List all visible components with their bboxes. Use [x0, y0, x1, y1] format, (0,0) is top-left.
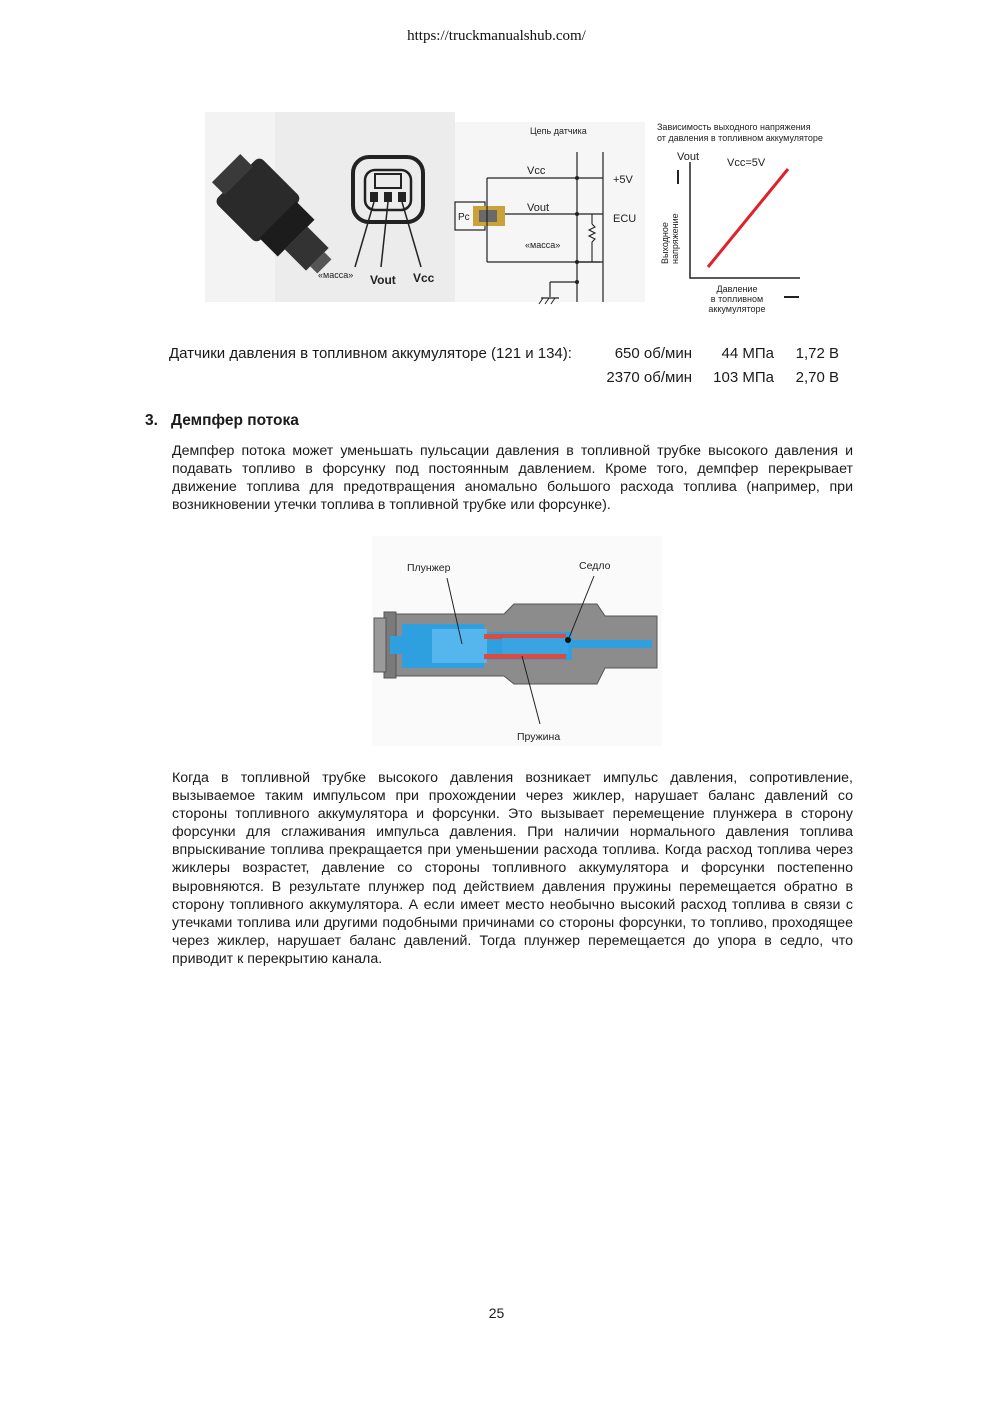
page-number: 25: [488, 1305, 505, 1321]
graph-title-line1: Зависимость выходного напряжения: [657, 122, 811, 132]
page-header-url: https://truckmanualshub.com/: [407, 28, 586, 44]
graph-title-line2: от давления в топливном аккумуляторе: [657, 133, 823, 143]
graph-ylabel-line1: Выходное: [660, 222, 670, 264]
graph-xlabel-line1: Давление: [716, 284, 758, 294]
voltage-pressure-graph: [657, 122, 823, 314]
spec-rpm: 650 об/мин: [614, 345, 692, 362]
flow-damper-figure: [372, 536, 662, 746]
graph-vcc-label: Vcc=5V: [727, 157, 766, 169]
section-heading: [145, 412, 299, 430]
graph-xlabel-line2: в топливном: [710, 294, 764, 304]
connector-vout-label: Vout: [370, 273, 396, 287]
spec-pressure: 103 МПа: [713, 369, 774, 386]
sensor-figure: [205, 112, 845, 322]
graph-ylabel-line2: напряжение: [670, 213, 680, 264]
section-title: Демпфер потока: [171, 412, 299, 429]
spec-rpm: 2370 об/мин: [606, 369, 692, 386]
plunger-label: Плунжер: [407, 562, 451, 574]
spec-label: Датчики давления в топливном аккумуляторе (121 и 134):: [169, 345, 572, 362]
spring-label: Пружина: [517, 731, 561, 743]
section-paragraph-operation: Когда в топливной трубке высокого давления возникает импульс давления, сопротивление, вызываемое таким импульсом при прохождении через жиклер, нарушает баланс давлений со стороны топливного аккумулятора и форсунки. Это вызывает перемещение плунжера в сторону форсунки для сглаживания импульса давления. При наличии нормального давления топлива впрыскивание топлива прекращается при уменьшении расхода топлива. Когда расход топлива через жиклеры возрастет, давление со стороны топливного аккумулятора и форсунки постепенно выровняются. В результате плунжер под действием давления пружины перемещается обратно в сторону топливного аккумулятора. А если имеет место необычно высокий расход топлива в связи с утечками топлива или другими подобными причинами со стороны форсунки, то топливо, проходящее через жиклер, нарушает баланс давлений. Тогда плунжер перемещается до упора в седло, что приводит к перекрытию канала.: [172, 770, 853, 967]
spec-voltage: 2,70 В: [795, 369, 839, 386]
connector-ground-label: «масса»: [318, 270, 354, 280]
spec-pressure: 44 МПа: [721, 345, 774, 362]
sensor-circuit: [455, 122, 645, 304]
circuit-ecu-label: ECU: [613, 213, 637, 225]
circuit-title: Цепь датчика: [530, 126, 587, 136]
section-paragraph-intro: Демпфер потока может уменьшать пульсации давления в топливной трубке высокого давления и подавать топливо в форсунку под постоянным давлением. Кроме того, демпфер перекрывает движение топлива для предотвращения аномально большого расхода топлива (например, при возникновении утечки топлива в топливной трубке или форсунке).: [172, 443, 853, 514]
circuit-ground-label: «масса»: [525, 240, 561, 250]
section-number: 3.: [145, 412, 158, 429]
seat-label: Седло: [579, 560, 611, 572]
circuit-pc-label: Pc: [458, 212, 470, 223]
spec-voltage: 1,72 В: [795, 345, 839, 362]
graph-vout-label: Vout: [677, 151, 700, 163]
circuit-vout-label: Vout: [527, 202, 550, 214]
circuit-vcc-label: Vcc: [527, 165, 546, 177]
graph-xlabel-line3: аккумуляторе: [708, 304, 766, 314]
connector-vcc-label: Vcc: [413, 271, 435, 285]
circuit-5v-label: +5V: [613, 174, 633, 186]
